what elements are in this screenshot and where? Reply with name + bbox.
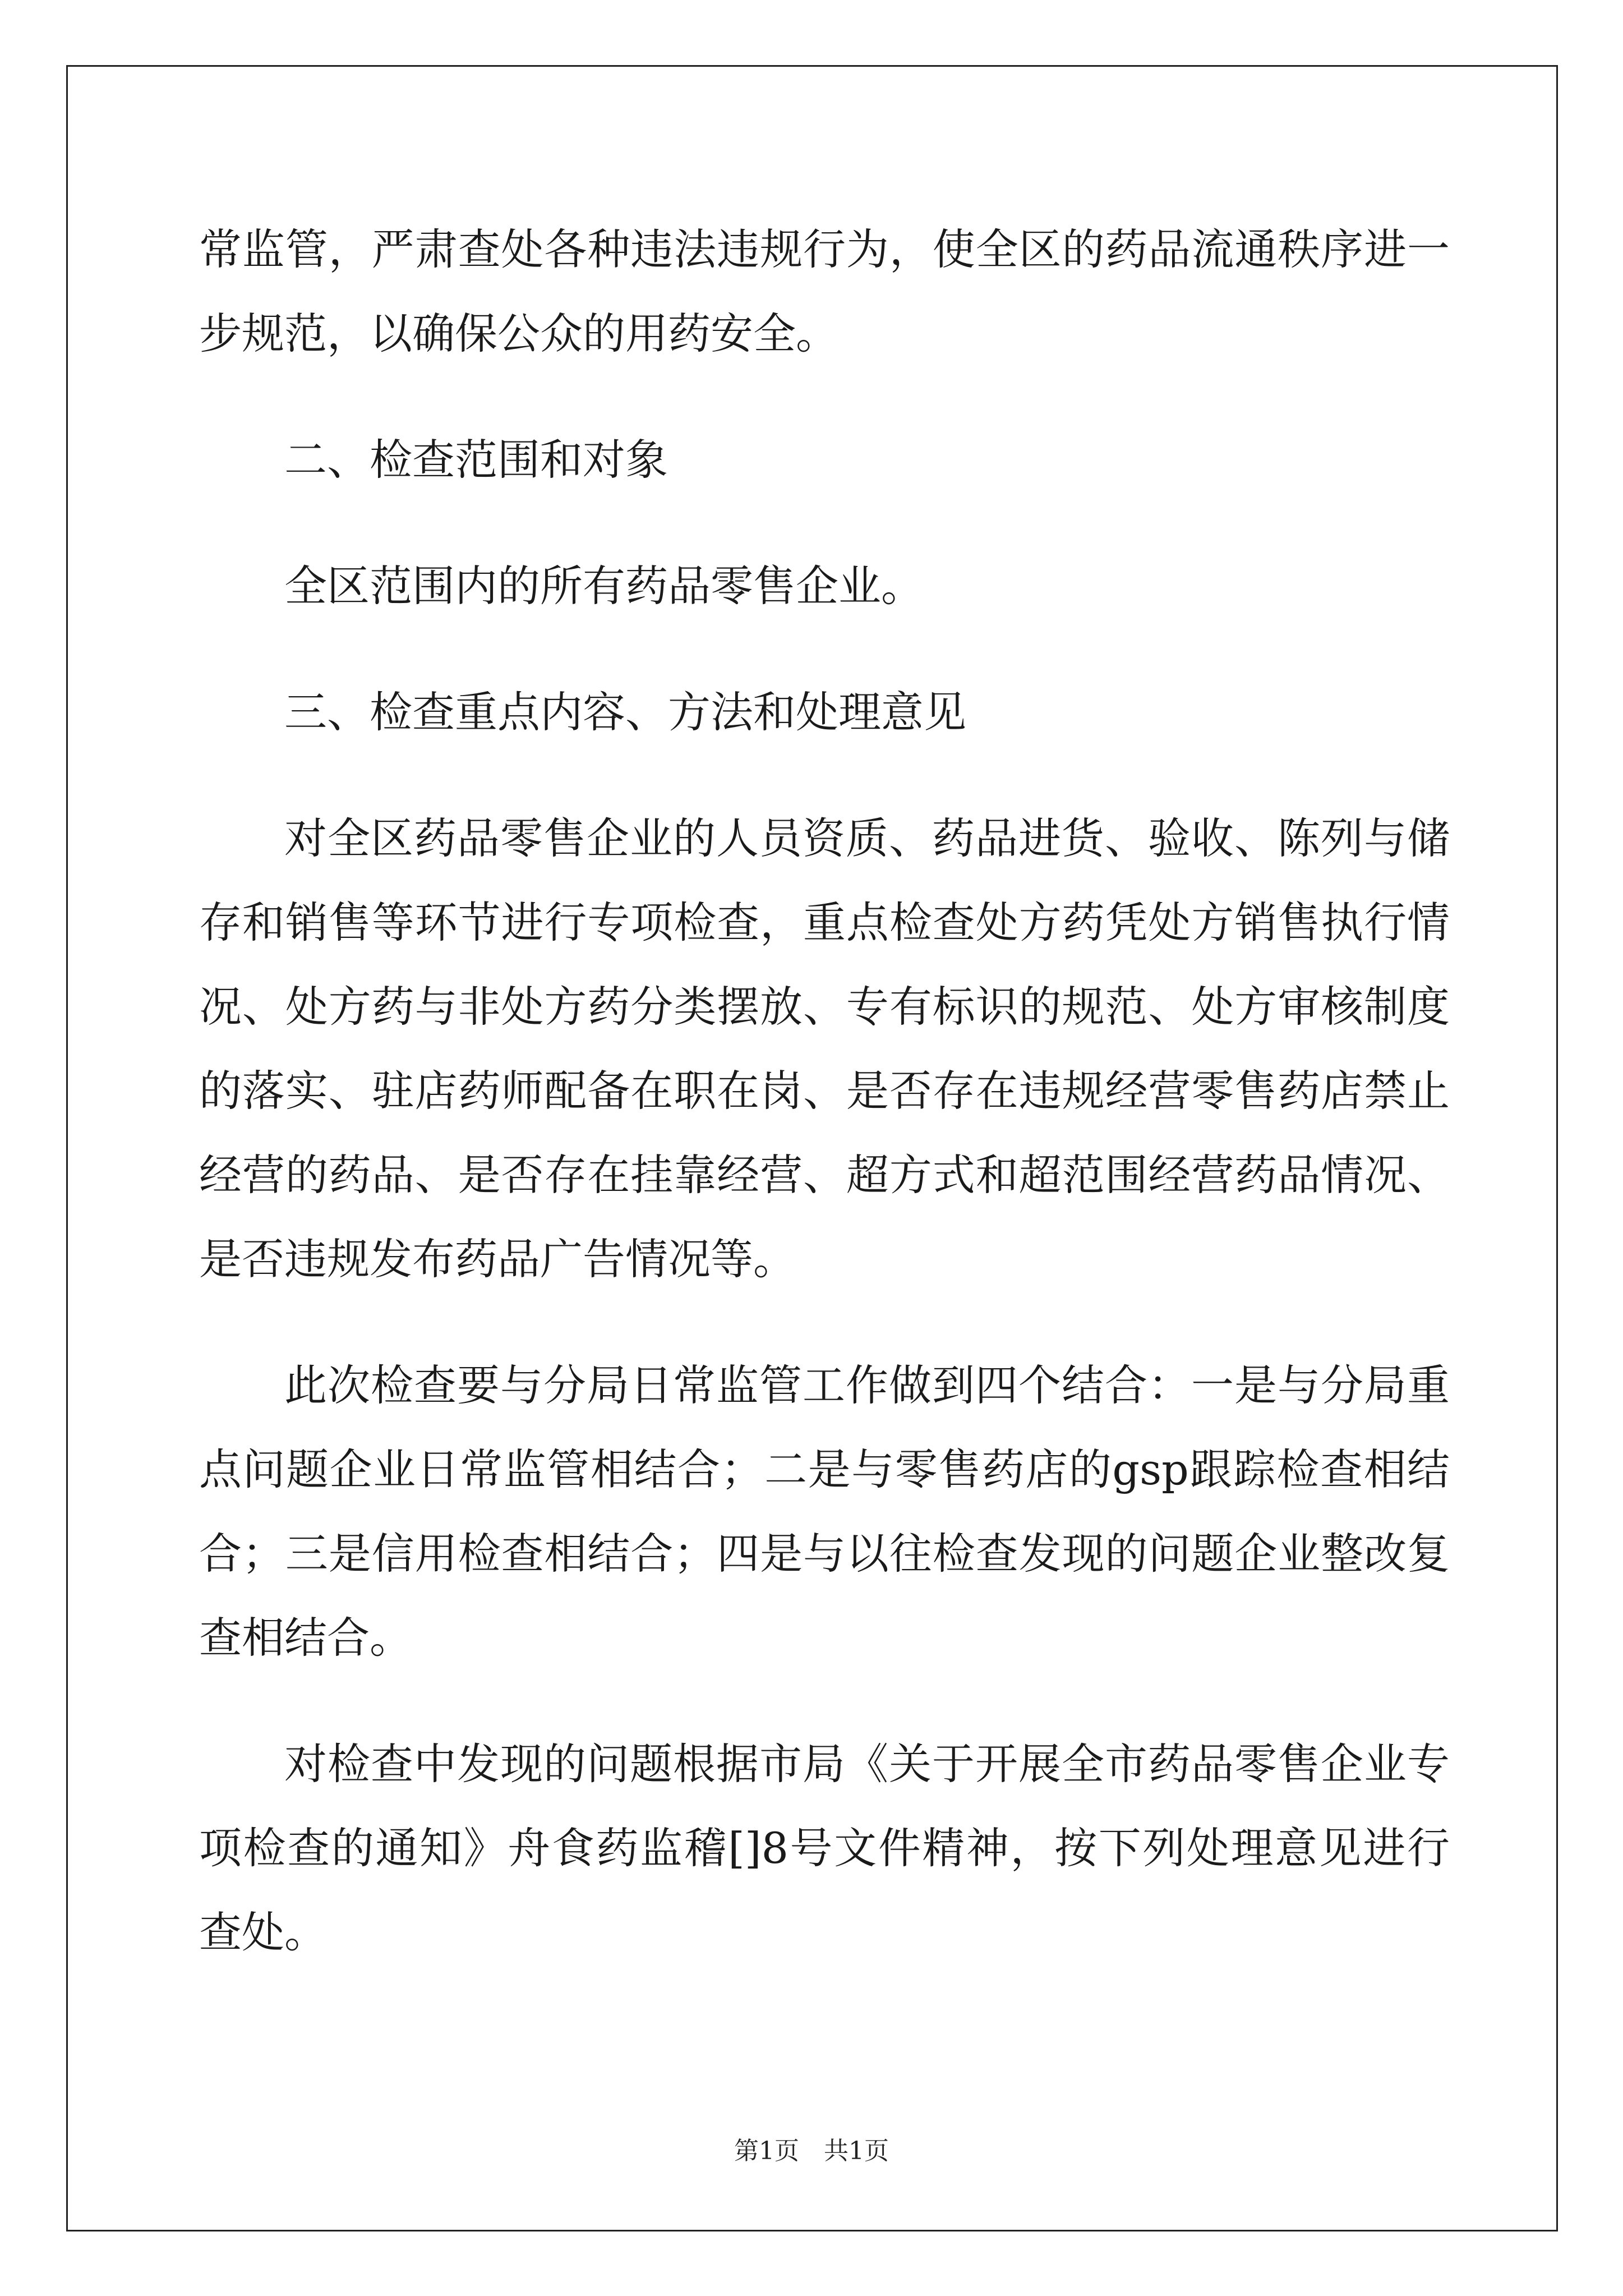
section-heading-inspection-content: 三、检查重点内容、方法和处理意见: [284, 687, 966, 737]
paragraph-four-combinations: 此次检查要与分局日常监管工作做到四个结合：一是与分局重点问题企业日常监管相结合；二是与零售药店的gsp跟踪检查相结合；三是信用检查相结合；四是与以往检查发现的问题企业整改复查相结合。: [199, 1360, 1450, 1663]
document-body: [199, 208, 1450, 1975]
paragraph-scope: 全区范围内的所有药品零售企业。: [284, 561, 924, 611]
paragraph-handling: 对检查中发现的问题根据市局《关于开展全市药品零售企业专项检查的通知》舟食药监稽[]8号文件精神，按下列处理意见进行查处。: [199, 1739, 1450, 1957]
paragraph-inspection-items: 对全区药品零售企业的人员资质、药品进货、验收、陈列与储存和销售等环节进行专项检查，重点检查处方药凭处方销售执行情况、处方药与非处方药分类摆放、专有标识的规范、处方审核制度的落实、驻店药师配备在职在岗、是否存在违规经营零售药店禁止经营的药品、是否存在挂靠经营、超方式和超范围经营药品情况、是否违规发布药品广告情况等。: [199, 813, 1450, 1284]
section-heading-scope: 二、检查范围和对象: [284, 435, 668, 485]
paragraph-continuation: 常监管，严肃查处各种违法违规行为，使全区的药品流通秩序进一步规范，以确保公众的用药安全。: [199, 224, 1450, 358]
page-number-footer: 第1页 共1页: [734, 2137, 889, 2165]
